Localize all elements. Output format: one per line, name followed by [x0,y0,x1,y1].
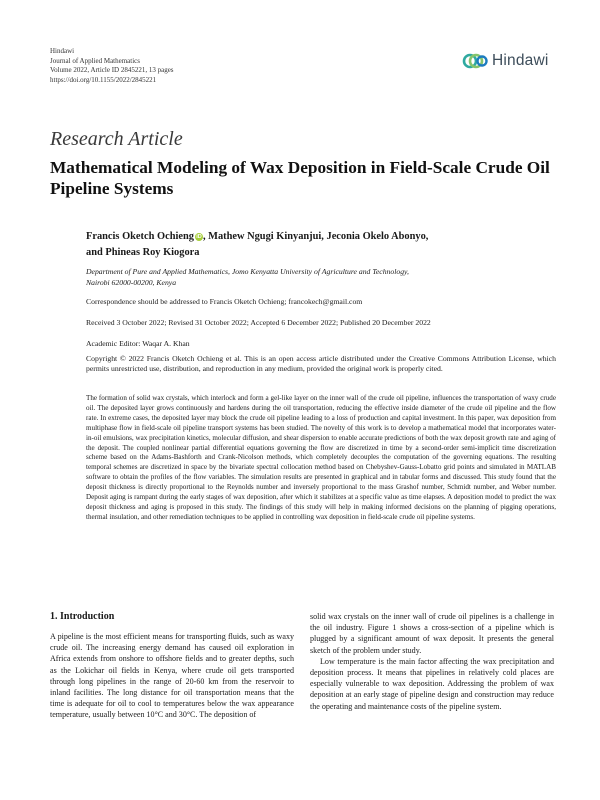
volume-info: Volume 2022, Article ID 2845221, 13 pages [50,66,174,74]
orcid-icon[interactable]: iD [196,234,202,240]
logo-wordmark: Hindawi [492,52,549,69]
hindawi-logo[interactable] [462,48,556,74]
page-title: Mathematical Modeling of Wax Deposition in Field-Scale Crude Oil Pipeline Systems [50,158,550,198]
paragraph: Low temperature is the main factor affecting the wax precipitation and deposition process. It means that pipelines in relatively cold places are especially vulnerable to wax deposition. Addressing the problem of wax deposition at an early stage of pipeline design and construction may reduce the operating and maintenance costs of the pipeline system. [310,656,554,711]
journal-header [50,47,174,85]
author-rest: , Mathew Ngugi Kinyanjui, Jeconia Okelo Abonyo, [202,231,429,242]
left-column [50,631,294,721]
academic-editor: Academic Editor: Waqar A. Khan [86,339,190,348]
author-list [86,229,556,262]
paragraph: A pipeline is the most efficient means for transporting fluids, such as waxy crude oil. The increasing energy demand has caused oil exploration in Africa extends from onshore to offshore fields and to greater depths, such as the Lokichar oil fields in Kenya, where crude oil gets transported through long pipelines in the range of 20-60 km from the reservoir to inland facilities. The long distance for oil transportation means that the time is adequate for oil to cool to temperatures below the wax appearance temperature, usually between 10°C and 30°C. The deposition of [50,632,294,720]
doi-link[interactable]: https://doi.org/10.1155/2022/2845221 [50,75,157,84]
right-column [310,611,554,712]
paragraph: solid wax crystals on the inner wall of crude oil pipelines is a challenge in the oil industry. Figure 1 shows a cross-section of a pipeline which is plugged by a significant amount of wax deposit. It presents the general sketch of the problem under study. [310,612,554,655]
section-heading: 1. Introduction [50,611,115,622]
affiliation [86,266,546,288]
abstract: The formation of solid wax crystals, which interlock and form a gel-like layer on the inner wall of the crude oil pipeline, influences the transportation of waxy crude oil. The deposited layer grows continuously and hardens during the oil transportation, reducing the effective inside diameter of the crude oil pipeline and the flow rate. In extreme cases, the deposited layer may block the crude oil pipeline leading to a loss of production and capital investment. In this paper, wax deposition from multiphase flow in field-scale oil pipeline transport systems has been studied. The novelty of this work is to develop a mathematical model that incorporates water-in-oil emulsions, wax precipitation kinetics, molecular diffusion, and shear dispersion to enable accurate predictions of both the wax deposit growth rate and aging of the deposit. The coupled nonlinear partial differential equations governing the flow are discretized in time by a second-order semi-implicit time discretization scheme based on the Adams-Bashforth and Crank-Nicolson methods, which completely decouples the computation of the governing equations. The resulting temporal schemes are discretized in space by the bivariate spectral collocation method based on Chebyshev-Gauss-Lobatto grid points and simulated in MATLAB software to obtain the profiles of the flow variables. The simulation results are presented in graphical and in tabular forms and discussed. This study found that the deposit thickness is directly proportional to the Reynolds number and inversely proportional to the mass Grashof number, Schmidt number, and Weber number. Deposit aging is rampant during the early stages of wax deposition, after which it stabilizes at a specific value as time elapses. A deposition model to predict the wax deposit thickness and aging is proposed in this study. The findings of this study will help in making informed decisions on the planning of pigging operations, thermal insulation, and other remediation techniques to be applied in controlling wax deposition in field-scale crude oil pipeline systems. [86,394,556,521]
affiliation-line1: Department of Pure and Applied Mathematics, Jomo Kenyatta University of Agriculture and Technology, [86,267,409,276]
correspondence: Correspondence should be addressed to Francis Oketch Ochieng; francokech@gmail.com [86,297,363,306]
article-type: Research Article [50,128,183,150]
copyright-notice: Copyright © 2022 Francis Oketch Ochieng et al. This is an open access article distributed under the Creative Commons Attribution License, which permits unrestricted use, distribution, and reproduction in any medium, provided the original work is properly cited. [86,354,556,374]
journal-name: Journal of Applied Mathematics [50,56,141,65]
publisher-name: Hindawi [50,47,75,55]
publication-dates: Received 3 October 2022; Revised 31 October 2022; Accepted 6 December 2022; Published 20 December 2022 [86,318,431,327]
hindawi-rings-icon [462,50,488,72]
author-line2: and Phineas Roy Kiogora [86,247,200,259]
affiliation-line2: Nairobi 62000-00200, Kenya [86,278,177,287]
author-first[interactable]: Francis Oketch Ochieng [86,231,194,242]
